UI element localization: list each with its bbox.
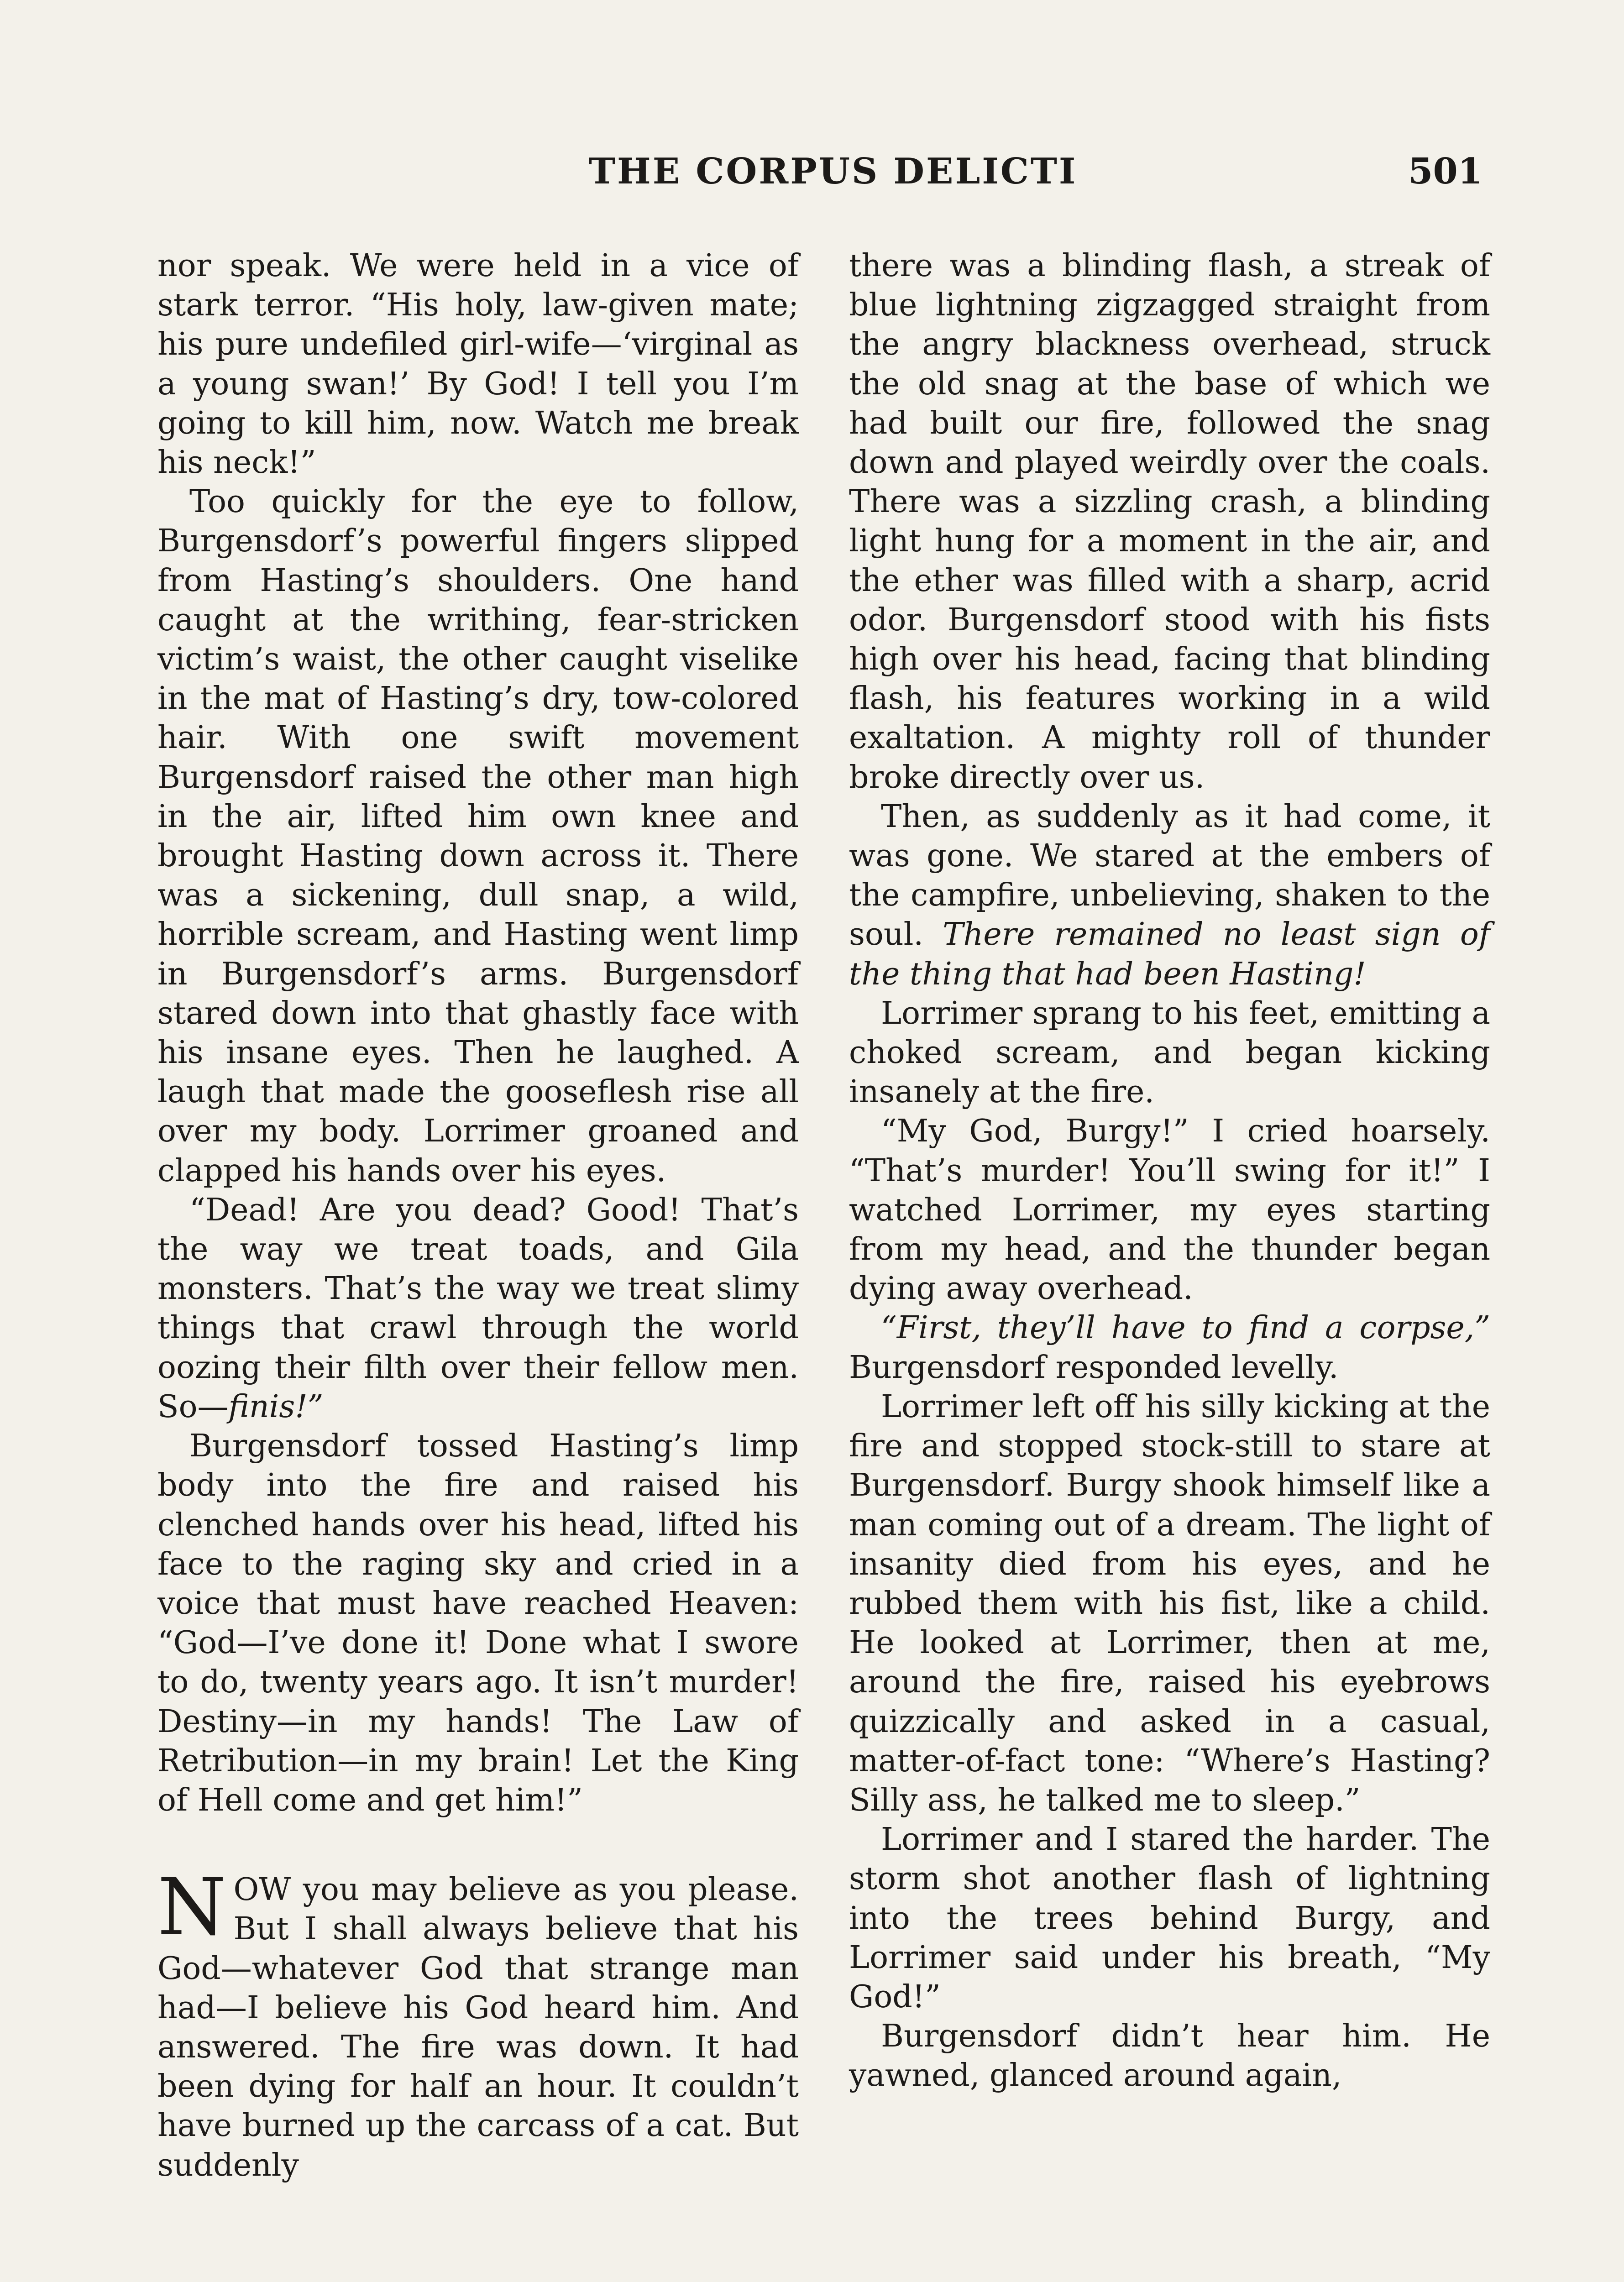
paragraph-text: Then, as suddenly as it had come, it was gone. We stared at the embers of the campfire, unbelieving, shaken to the soul. [849, 798, 1490, 953]
paragraph: Burgensdorf tossed Hasting’s limp body into the fire and raised his clenched hands over his head, lifted his face to the raging sky and cried in a voice that must have reached Heaven: “God—I’ve done it! Done what I swore to do, twenty years ago. It isn’t murder! Destiny—in my hands! The Law of Retribution—in my brain! Let the King of Hell come and get him!” [157, 1428, 799, 1818]
drop-cap: N [157, 1861, 226, 1953]
paragraph [849, 1308, 1490, 1387]
page-number: 501 [1408, 151, 1483, 192]
paragraph: Lorrimer sprang to his feet, emitting a choked scream, and began kicking insanely at the fire. [849, 995, 1490, 1110]
paragraph-italic: There remained no least sign of the thing that had been Hasting! [849, 916, 1490, 992]
paragraph [849, 797, 1490, 994]
paragraph: Too quickly for the eye to follow, Burgensdorf’s powerful fingers slipped from Hasting’s shoulders. One hand caught at the writhing, fear-stricken victim’s waist, the other caught viselike in the mat of Hasting’s dry, tow-colored hair. With one swift movement Burgensdorf raised the other man high in the air, lifted him own knee and brought Hasting down across it. There was a sickening, dull snap, a wild, horrible scream, and Hasting went limp in Burgensdorf’s arms. Burgensdorf stared down into that ghastly face with his insane eyes. Then he laughed. A laugh that made the gooseflesh rise all over my body. Lorrimer groaned and clapped his hands over his eyes. [157, 484, 799, 1189]
paragraph-text: Burgensdorf responded levelly. [849, 1349, 1339, 1386]
paragraph: Lorrimer and I stared the harder. The storm shot another flash of lightning into the trees behind Burgy, and Lorrimer said under his breath, “My God!” [849, 1821, 1490, 2015]
paragraph: “My God, Burgy!” I cried hoarsely. “That’s murder! You’ll swing for it!” I watched Lorrimer, my eyes starting from my head, and the thunder began dying away overhead. [849, 1113, 1490, 1307]
paragraph-text: OW you may believe as you please. But I shall always believe that his God—whatever God that strange man had—I believe his God heard him. And answered. The fire was down. It had been dying for half an hour. It couldn’t have burned up the carcass of a cat. But suddenly [157, 1872, 799, 2183]
running-head-title: THE CORPUS DELICTI [589, 151, 1078, 192]
paragraph [157, 1191, 799, 1427]
paragraph-italic: finis!” [228, 1388, 324, 1425]
paragraph: there was a blinding flash, a streak of blue lightning zigzagged straight from the angry blackness overhead, struck the old snag at the base of which we had built our fire, followed the snag down and played weirdly over the coals. There was a sizzling crash, a blinding light hung for a moment in the air, and the ether was filled with a sharp, acrid odor. Burgensdorf stood with his fists high over his head, facing that blinding flash, his features working in a wild exaltation. A mighty roll of thunder broke directly over us. [849, 248, 1490, 796]
paragraph: Burgensdorf didn’t hear him. He yawned, glanced around again, [849, 2018, 1490, 2094]
section-start-paragraph [157, 1861, 799, 2185]
right-column [849, 246, 1490, 2096]
paragraph: Lorrimer left off his silly kicking at the fire and stopped stock-still to stare at Burgensdorf. Burgy shook himself like a man coming out of a dream. The light of insanity died from his eyes, and he rubbed them with his fist, like a child. He looked at Lorrimer, then at me, around the fire, raised his eyebrows quizzically and asked in a casual, matter-of-fact tone: “Where’s Hasting? Silly ass, he talked me to sleep.” [849, 1388, 1490, 1818]
paragraph-italic: “First, they’ll have to find a corpse,” [881, 1310, 1490, 1346]
paragraph-text: “Dead! Are you dead? Good! That’s the way we treat toads, and Gila monsters. That’s the way we treat slimy things that crawl through the world oozing their filth over their fellow men. So— [157, 1192, 799, 1425]
left-column [157, 246, 799, 2185]
paragraph: nor speak. We were held in a vice of stark terror. “His holy, law-given mate; his pure undefiled girl-wife—‘virginal as a young swan!’ By God! I tell you I’m going to kill him, now. Watch me break his neck!” [157, 248, 799, 481]
